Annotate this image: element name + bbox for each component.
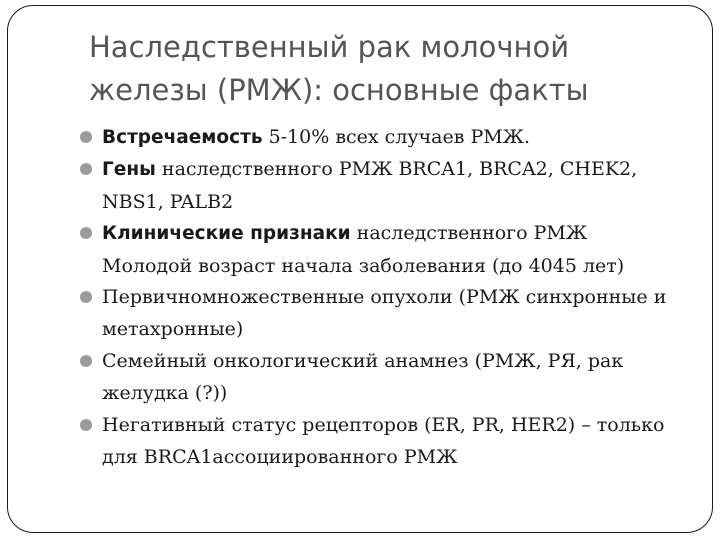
bullet-text: Семейный онкологический анамнез (РМЖ, РЯ, рак желудка (?)) <box>102 350 624 404</box>
bullet-item-receptor-status <box>75 409 675 473</box>
bullet-bold-label: Гены <box>102 159 156 180</box>
bullet-bold-label: Клинические признаки <box>102 223 351 244</box>
bullet-dot-icon <box>80 419 92 431</box>
bullet-dot-icon <box>80 163 92 175</box>
bullet-dot-icon <box>80 131 92 143</box>
bullet-text: Негативный статус рецепторов (ER, PR, HER2) – только для BRCA1ассоциированного РМЖ <box>102 414 665 468</box>
bullet-bold-label: Встречаемость <box>102 127 263 148</box>
bullet-item-clinical-signs <box>75 217 675 281</box>
bullet-text: 5-10% всех случаев РМЖ. <box>262 126 531 148</box>
bullet-list <box>75 121 675 473</box>
bullet-dot-icon <box>80 291 92 303</box>
bullet-item-multiple-tumors <box>75 281 675 345</box>
bullet-item-genes <box>75 153 675 217</box>
bullet-text: наследственного РМЖ Молодой возраст начала заболевания (до 4045 лет) <box>102 222 625 277</box>
bullet-item-incidence <box>75 121 675 153</box>
bullet-text: Первичномножественные опухоли (РМЖ синхронные и метахронные) <box>102 286 667 340</box>
slide-title-line-2: железы (РМЖ): основные факты <box>89 73 589 107</box>
bullet-item-family-history <box>75 345 675 409</box>
bullet-dot-icon <box>80 355 92 367</box>
bullet-dot-icon <box>80 227 92 239</box>
slide-title-line-1: Наследственный рак молочной <box>89 30 570 64</box>
bullet-text: наследственного РМЖ BRCA1, BRCA2, CHEK2, NBS1, PALB2 <box>102 158 638 213</box>
slide-title <box>89 26 689 112</box>
